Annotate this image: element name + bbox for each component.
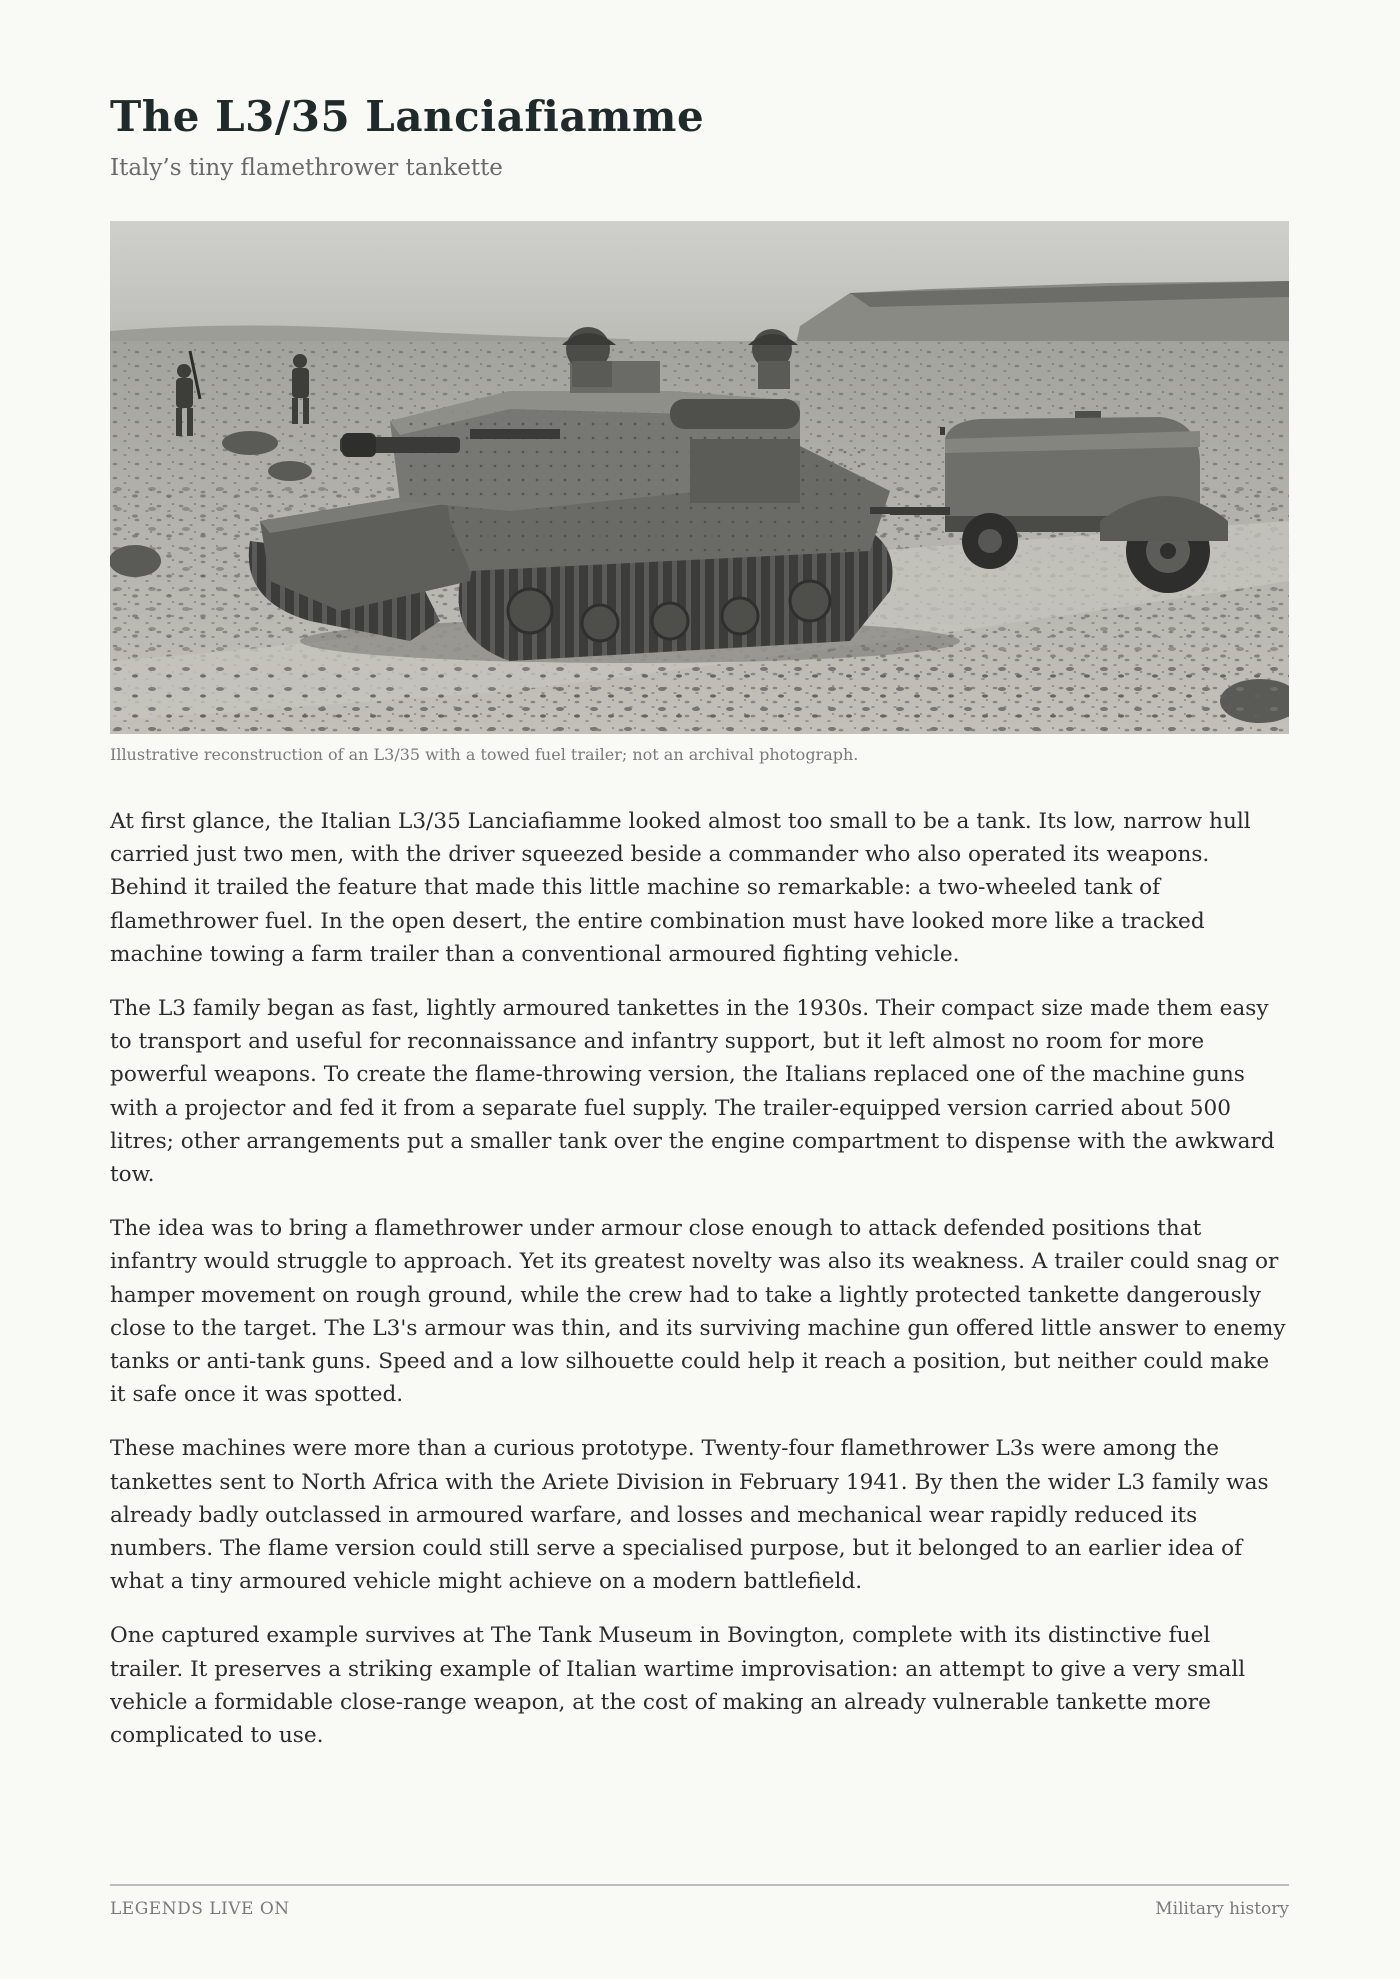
article-paragraph: At first glance, the Italian L3/35 Lanciafiamme looked almost too small to be a tank. Its low, narrow hull carried just two men, with the driver squeezed beside a commander who also operated its weapons. Behind it trailed the feature that made this little machine so remarkable: a two-wheeled tank of flamethrower fuel. In the open desert, the entire combination must have looked more like a tracked machine towing a farm trailer than a conventional armoured fighting vehicle. bbox=[110, 809, 1251, 967]
article-body bbox=[110, 805, 1289, 1773]
photo-tankette-with-fuel-trailer bbox=[110, 221, 1289, 734]
article-paragraph: The idea was to bring a flamethrower under armour close enough to attack defended positions that infantry would struggle to approach. Yet its greatest novelty was also its weakness. A trailer could snag or hamper movement on rough ground, while the crew had to take a lightly protected tankette dangerously close to the target. The L3's armour was thin, and its surviving machine gun offered little answer to enemy tanks or anti-tank guns. Speed and a low silhouette could help it reach a position, but neither could make it safe once it was spotted. bbox=[110, 1216, 1286, 1408]
article-title: The L3/35 Lanciafiamme bbox=[110, 92, 705, 141]
footer-publication-name: LEGENDS LIVE ON bbox=[110, 1899, 290, 1919]
footer-section-label: Military history bbox=[1155, 1899, 1289, 1919]
article-paragraph: One captured example survives at The Tank Museum in Bovington, complete with its distinctive fuel trailer. It preserves a striking example of Italian wartime improvisation: an attempt to give a very small vehicle a formidable close-range weapon, at the cost of making an already vulnerable tankette more complicated to use. bbox=[110, 1623, 1246, 1749]
article-photo bbox=[110, 221, 1289, 734]
article-paragraph: These machines were more than a curious prototype. Twenty-four flamethrower L3s were among the tankettes sent to North Africa with the Ariete Division in February 1941. By then the wider L3 family was already badly outclassed in armoured warfare, and losses and mechanical wear rapidly reduced its numbers. The flame version could still serve a specialised purpose, but it belonged to an earlier idea of what a tiny armoured vehicle might achieve on a modern battlefield. bbox=[110, 1436, 1269, 1595]
article-paragraph: The L3 family began as fast, lightly armoured tankettes in the 1930s. Their compact size made them easy to transport and useful for reconnaissance and infantry support, but it left almost no room for more powerful weapons. To create the flame-throwing version, the Italians replaced one of the machine guns with a projector and fed it from a separate fuel supply. The trailer-equipped version carried about 500 litres; other arrangements put a smaller tank over the engine compartment to dispense with the awkward tow. bbox=[110, 996, 1275, 1188]
photo-caption: Illustrative reconstruction of an L3/35 with a towed fuel trailer; not an archival photograph. bbox=[110, 745, 859, 764]
article-subtitle: Italy’s tiny flamethrower tankette bbox=[110, 155, 503, 181]
footer-divider bbox=[110, 1884, 1289, 1886]
